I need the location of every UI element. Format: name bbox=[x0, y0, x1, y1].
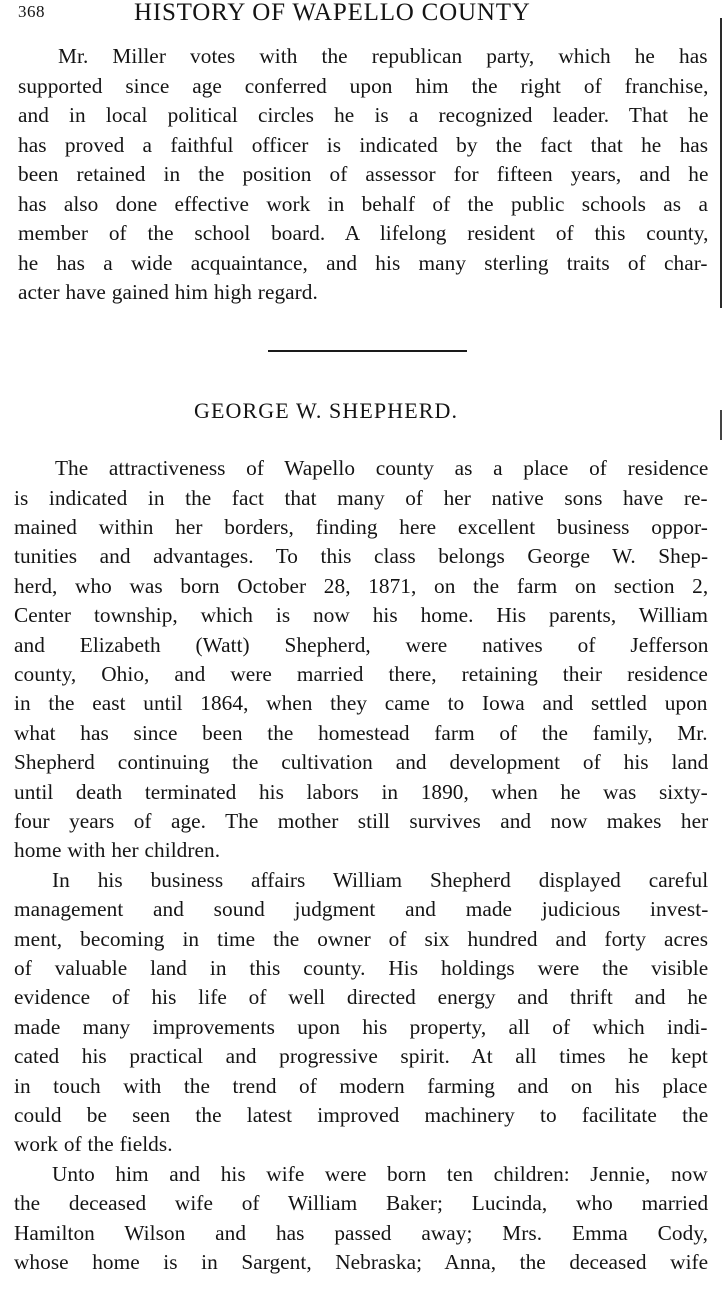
text-line: acter have gained him high regard. bbox=[18, 280, 318, 304]
text-line: Shepherd continuing the cultivation and development of his land bbox=[14, 750, 709, 774]
section-divider bbox=[268, 350, 467, 352]
text-line: and in local political circles he is a recognized leader. That he bbox=[18, 103, 709, 127]
text-line: work of the fields. bbox=[14, 1132, 173, 1156]
text-line: four years of age. The mother still survives and now makes her bbox=[14, 809, 709, 833]
text-line: been retained in the position of assessor for fifteen years, and he bbox=[18, 162, 709, 186]
text-line: Unto him and his wife were born ten children: Jennie, now bbox=[52, 1162, 708, 1186]
text-line: evidence of his life of well directed energy and thrift and he bbox=[14, 985, 708, 1009]
text-line: county, Ohio, and were married there, retaining their residence bbox=[14, 662, 708, 686]
page-number: 368 bbox=[18, 2, 45, 21]
text-line: home with her children. bbox=[14, 838, 221, 862]
text-line: ment, becoming in time the owner of six hundred and forty acres bbox=[14, 927, 709, 951]
text-line: management and sound judgment and made judicious invest- bbox=[14, 897, 709, 921]
text-line: and Elizabeth (Watt) Shepherd, were natives of Jefferson bbox=[14, 633, 709, 657]
text-line: could be seen the latest improved machinery to facilitate the bbox=[14, 1103, 709, 1127]
running-head: HISTORY OF WAPELLO COUNTY bbox=[134, 0, 531, 26]
text-line: Center township, which is now his home. His parents, William bbox=[14, 603, 708, 627]
text-line: has proved a faithful officer is indicated by the fact that he has bbox=[18, 133, 709, 157]
text-line: supported since age conferred upon him the right of franchise, bbox=[18, 74, 709, 98]
text-line: The attractiveness of Wapello county as a place of residence bbox=[55, 456, 709, 480]
text-line: In his business affairs William Shepherd displayed careful bbox=[52, 868, 709, 892]
text-line: is indicated in the fact that many of her native sons have re- bbox=[14, 486, 708, 510]
text-line: the deceased wife of William Baker; Lucinda, who married bbox=[14, 1191, 709, 1215]
text-line: Hamilton Wilson and has passed away; Mrs. Emma Cody, bbox=[14, 1221, 709, 1245]
section-heading: GEORGE W. SHEPHERD. bbox=[194, 398, 459, 423]
text-line: until death terminated his labors in 1890, when he was sixty- bbox=[14, 780, 708, 804]
text-line: mained within her borders, finding here excellent business oppor- bbox=[14, 515, 708, 539]
text-line: what has since been the homestead farm of the family, Mr. bbox=[14, 721, 708, 745]
page-header bbox=[0, 0, 722, 30]
text-line: he has a wide acquaintance, and his many sterling traits of char- bbox=[18, 251, 708, 275]
text-line: in touch with the trend of modern farming and on his place bbox=[14, 1074, 708, 1098]
text-line: of valuable land in this county. His holdings were the visible bbox=[14, 956, 709, 980]
text-line: has also done effective work in behalf of the public schools as a bbox=[18, 192, 708, 216]
text-line: Mr. Miller votes with the republican party, which he has bbox=[58, 44, 708, 68]
text-line: made many improvements upon his property, all of which indi- bbox=[14, 1015, 708, 1039]
text-line: cated his practical and progressive spirit. At all times he kept bbox=[14, 1044, 708, 1068]
text-line: member of the school board. A lifelong resident of this county, bbox=[18, 221, 709, 245]
text-line: herd, who was born October 28, 1871, on the farm on section 2, bbox=[14, 574, 709, 598]
text-line: tunities and advantages. To this class belongs George W. Shep- bbox=[14, 544, 709, 568]
text-line: whose home is in Sargent, Nebraska; Anna, the deceased wife bbox=[14, 1250, 709, 1274]
text-line: in the east until 1864, when they came to Iowa and settled upon bbox=[14, 691, 708, 715]
